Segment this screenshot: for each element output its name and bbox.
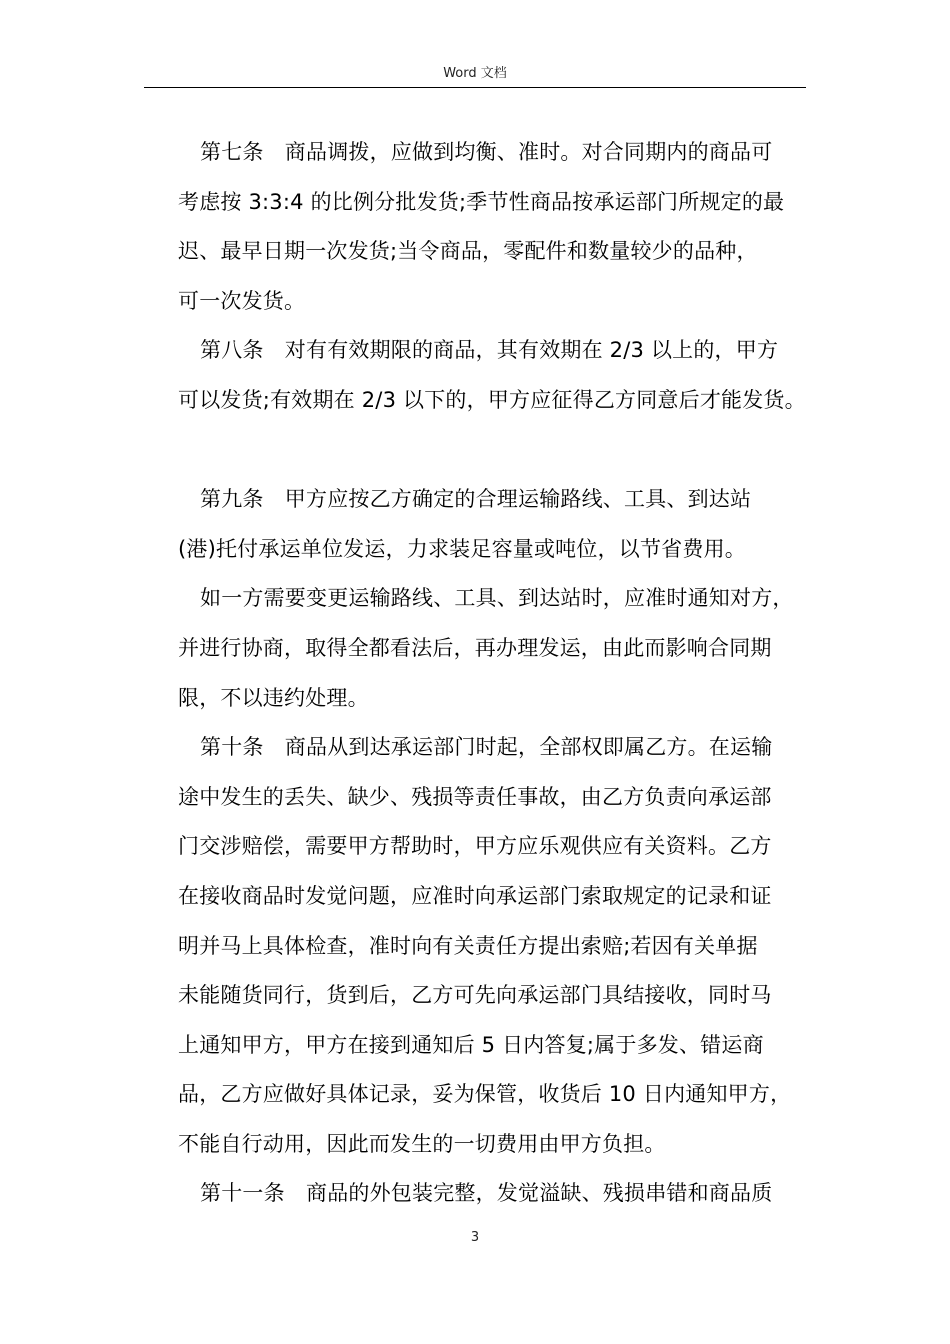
text-line: 如一方需要变更运输路线、工具、到达站时，应准时通知对方，: [200, 586, 794, 611]
text-line: 限，不以违约处理。: [178, 685, 369, 710]
text-line: (港)托付承运单位发运，力求装足容量或吨位，以节省费用。: [178, 536, 746, 561]
page-header-title: Word 文档: [443, 66, 507, 81]
text-line: 迟、最早日期一次发货;当令商品，零配件和数量较少的品种，: [178, 239, 758, 264]
text-line: 不能自行动用，因此而发生的一切费用由甲方负担。: [178, 1131, 666, 1156]
blank-line: [178, 426, 838, 476]
page-number: 3: [470, 1230, 480, 1245]
text-line: 可一次发货。: [178, 288, 306, 313]
text-line: 第七条 商品调拨，应做到均衡、准时。对合同期内的商品可: [200, 140, 773, 164]
text-line: 可以发货;有效期在 2/3 以下的，甲方应征得乙方同意后才能发货。: [178, 387, 806, 412]
text-line: 第十一条 商品的外包装完整，发觉溢缺、残损串错和商品质: [200, 1181, 773, 1206]
text-line: 门交涉赔偿，需要甲方帮助时，甲方应乐观供应有关资料。乙方: [178, 834, 772, 859]
text-line: 未能随货同行，货到后，乙方可先向承运部门具结接收，同时马: [178, 983, 772, 1008]
text-line: 考虑按 3:3:4 的比例分批发货;季节性商品按承运部门所规定的最: [178, 189, 785, 214]
text-line: 在接收商品时发觉问题，应准时向承运部门索取规定的记录和证: [178, 883, 772, 908]
text-line: 途中发生的丢失、缺少、残损等责任事故，由乙方负责向承运部: [178, 784, 772, 809]
header-divider: [144, 87, 806, 88]
text-line: 第九条 甲方应按乙方确定的合理运输路线、工具、到达站: [200, 487, 752, 512]
text-line: 上通知甲方，甲方在接到通知后 5 日内答复;属于多发、错运商: [178, 1032, 764, 1057]
text-line: 并进行协商，取得全都看法后，再办理发运，由此而影响合同期: [178, 635, 772, 660]
document-body: [178, 128, 838, 1219]
text-line: 品，乙方应做好具体记录，妥为保管，收货后 10 日内通知甲方，: [178, 1082, 792, 1107]
text-line: 明并马上具体检查，准时向有关责任方提出索赔;若因有关单据: [178, 933, 758, 958]
text-line: 第十条 商品从到达承运部门时起，全部权即属乙方。在运输: [200, 735, 773, 760]
text-line: 第八条 对有有效期限的商品，其有效期在 2/3 以上的，甲方: [200, 338, 779, 363]
